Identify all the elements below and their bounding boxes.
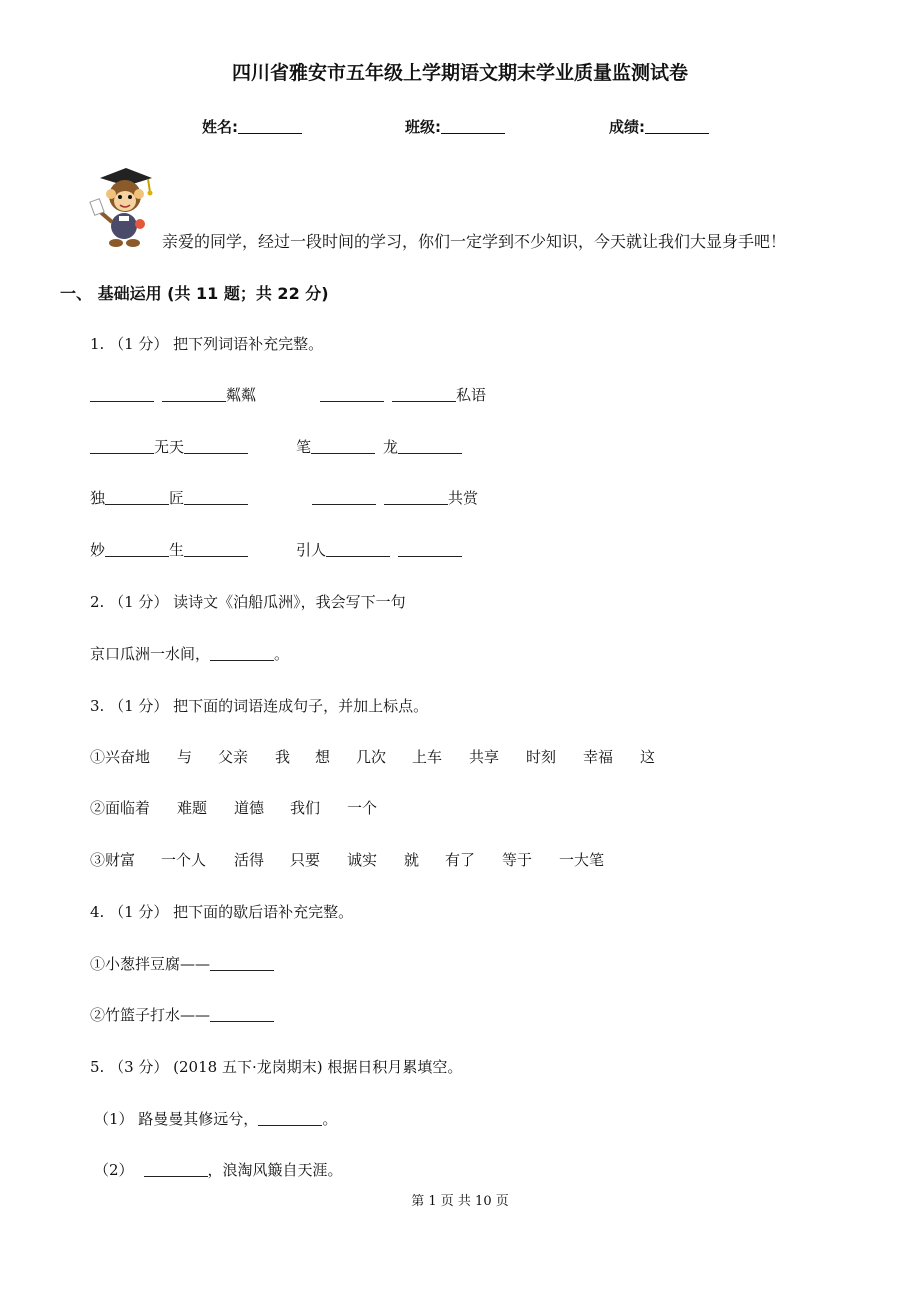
word-item: 时刻 bbox=[526, 748, 557, 766]
answer-blank[interactable] bbox=[398, 542, 462, 557]
word-text: 粼粼 bbox=[226, 386, 257, 404]
question-5-stem: 5. （3 分） (2018 五下·龙岗期末) 根据日积月累填空。 bbox=[90, 1058, 463, 1076]
question-4-item-2 bbox=[90, 1004, 274, 1025]
question-1-row-2 bbox=[90, 436, 462, 457]
score-blank[interactable] bbox=[645, 119, 709, 134]
question-1-row-1 bbox=[90, 384, 486, 405]
score-label: 成绩: bbox=[609, 118, 645, 136]
answer-blank[interactable] bbox=[326, 542, 390, 557]
name-blank[interactable] bbox=[238, 119, 302, 134]
answer-blank[interactable] bbox=[105, 490, 169, 505]
answer-blank[interactable] bbox=[258, 1111, 322, 1126]
part-number: （2） bbox=[94, 1161, 134, 1179]
question-3-stem: 3. （1 分） 把下面的词语连成句子，并加上标点。 bbox=[90, 697, 429, 715]
answer-blank[interactable] bbox=[392, 387, 456, 402]
word-text: 无天 bbox=[154, 438, 185, 456]
score-field[interactable] bbox=[609, 116, 709, 137]
word-item: 想 bbox=[315, 748, 331, 766]
word-item: 有了 bbox=[445, 851, 476, 869]
word-text: 引人 bbox=[296, 541, 327, 559]
word-item: 父亲 bbox=[218, 748, 249, 766]
answer-blank[interactable] bbox=[210, 1007, 274, 1022]
word-item: 道德 bbox=[234, 799, 265, 817]
question-4-item-1 bbox=[90, 953, 274, 974]
name-label: 姓名: bbox=[202, 118, 238, 136]
word-item: 一大笔 bbox=[559, 851, 605, 869]
word-item: 上车 bbox=[412, 748, 443, 766]
word-item: 这 bbox=[640, 748, 656, 766]
word-item: ①兴奋地 bbox=[90, 748, 151, 766]
answer-blank[interactable] bbox=[90, 439, 154, 454]
word-item: 一个人 bbox=[161, 851, 207, 869]
word-item: 活得 bbox=[234, 851, 265, 869]
word-item: ②面临着 bbox=[90, 799, 151, 817]
question-4-stem: 4. （1 分） 把下面的歇后语补充完整。 bbox=[90, 903, 354, 921]
word-item: 等于 bbox=[502, 851, 533, 869]
question-2-line bbox=[90, 643, 289, 664]
class-label: 班级: bbox=[405, 118, 441, 136]
question-2-stem: 2. （1 分） 读诗文《泊船瓜洲》，我会写下一句 bbox=[90, 593, 406, 611]
class-field[interactable] bbox=[405, 116, 505, 137]
answer-blank[interactable] bbox=[90, 387, 154, 402]
page-title: 四川省雅安市五年级上学期语文期末学业质量监测试卷 bbox=[231, 62, 688, 84]
word-text: 笔 bbox=[296, 438, 312, 456]
page-footer: 第 1 页 共 10 页 bbox=[411, 1194, 509, 1209]
greeting-text: 亲爱的同学，经过一段时间的学习，你们一定学到不少知识，今天就让我们大显身手吧！ bbox=[162, 232, 787, 251]
poem-text: （1） 路曼曼其修远兮， bbox=[94, 1110, 259, 1128]
question-1-row-3 bbox=[90, 487, 478, 508]
answer-blank[interactable] bbox=[184, 542, 248, 557]
word-item: 就 bbox=[404, 851, 420, 869]
graduate-monkey-icon bbox=[88, 164, 154, 248]
answer-blank[interactable] bbox=[311, 439, 375, 454]
answer-blank[interactable] bbox=[210, 956, 274, 971]
question-5-part-2 bbox=[94, 1159, 343, 1180]
section-heading: 一、 基础运用 (共 11 题；共 22 分) bbox=[60, 284, 329, 303]
answer-blank[interactable] bbox=[144, 1162, 208, 1177]
punctuation: 。 bbox=[274, 645, 290, 663]
word-item: 只要 bbox=[290, 851, 321, 869]
proverb-text: ②竹篮子打水—— bbox=[90, 1006, 211, 1024]
punctuation: 。 bbox=[322, 1110, 338, 1128]
question-1-row-4 bbox=[90, 539, 462, 560]
answer-blank[interactable] bbox=[320, 387, 384, 402]
word-item: 几次 bbox=[356, 748, 387, 766]
answer-blank[interactable] bbox=[184, 439, 248, 454]
word-item: 我们 bbox=[290, 799, 321, 817]
word-item: 诚实 bbox=[347, 851, 378, 869]
word-text: 私语 bbox=[456, 386, 487, 404]
proverb-text: ①小葱拌豆腐—— bbox=[90, 955, 211, 973]
word-item: 共享 bbox=[469, 748, 500, 766]
answer-blank[interactable] bbox=[162, 387, 226, 402]
answer-blank[interactable] bbox=[210, 646, 274, 661]
word-text: 妙 bbox=[90, 541, 106, 559]
answer-blank[interactable] bbox=[105, 542, 169, 557]
word-text: 共赏 bbox=[448, 489, 479, 507]
word-item: ③财富 bbox=[90, 851, 136, 869]
poem-text: ，浪淘风簸自天涯。 bbox=[207, 1161, 343, 1179]
word-item: 一个 bbox=[347, 799, 378, 817]
word-text: 龙 bbox=[383, 438, 399, 456]
word-item: 难题 bbox=[177, 799, 208, 817]
question-5-part-1 bbox=[94, 1108, 337, 1129]
word-item: 幸福 bbox=[583, 748, 614, 766]
word-item: 与 bbox=[177, 748, 193, 766]
word-item: 我 bbox=[275, 748, 291, 766]
class-blank[interactable] bbox=[441, 119, 505, 134]
word-text: 匠 bbox=[169, 489, 185, 507]
question-1-stem: 1. （1 分） 把下列词语补充完整。 bbox=[90, 335, 324, 353]
answer-blank[interactable] bbox=[312, 490, 376, 505]
word-text: 生 bbox=[169, 541, 185, 559]
poem-text: 京口瓜洲一水间， bbox=[90, 645, 211, 663]
answer-blank[interactable] bbox=[398, 439, 462, 454]
answer-blank[interactable] bbox=[184, 490, 248, 505]
word-text: 独 bbox=[90, 489, 106, 507]
answer-blank[interactable] bbox=[384, 490, 448, 505]
name-field[interactable] bbox=[202, 116, 302, 137]
